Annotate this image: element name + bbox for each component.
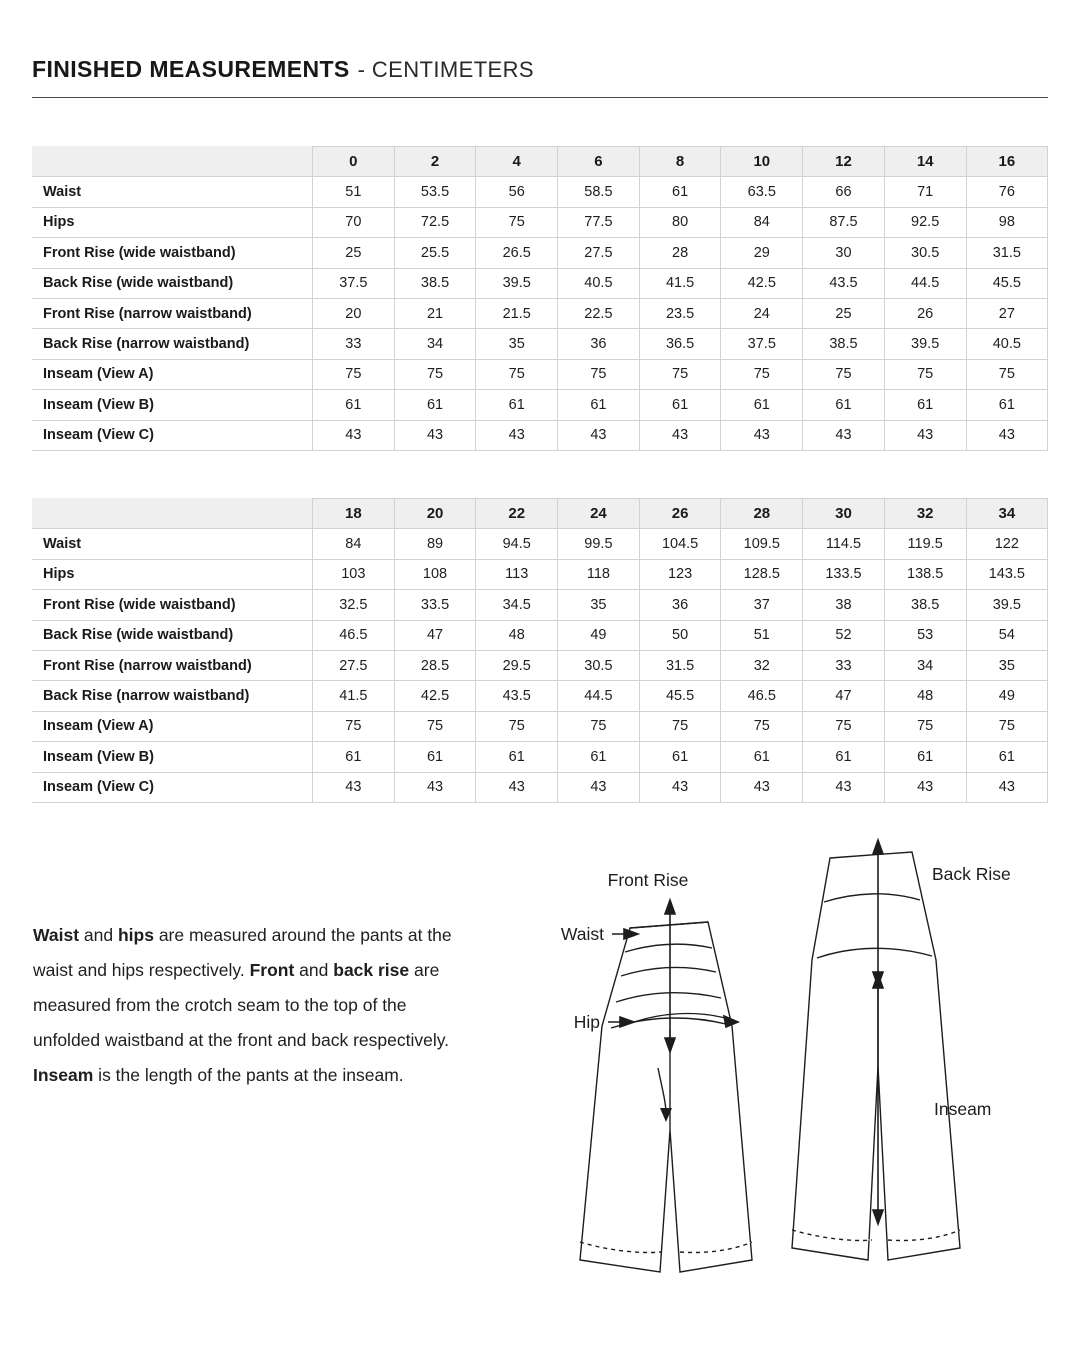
description-emphasis: back rise [333, 959, 410, 980]
measurement-cell: 38.5 [884, 590, 966, 620]
measurement-cell: 75 [966, 711, 1048, 741]
measurement-cell: 104.5 [639, 529, 721, 559]
measurement-cell: 43 [803, 772, 885, 802]
measurement-cell: 75 [884, 359, 966, 389]
measurement-cell: 35 [476, 329, 558, 359]
measurement-cell: 99.5 [558, 529, 640, 559]
measurement-cell: 24 [721, 298, 803, 328]
measurement-cell: 22.5 [558, 298, 640, 328]
table-body [33, 529, 1048, 803]
measurement-cell: 61 [394, 390, 476, 420]
description-text: and [79, 924, 118, 945]
measurement-cell: 32 [721, 650, 803, 680]
row-header-measurement: Inseam (View B) [33, 390, 313, 420]
measurement-cell: 43.5 [476, 681, 558, 711]
row-header-measurement: Inseam (View B) [33, 742, 313, 772]
measurement-cell: 72.5 [394, 207, 476, 237]
front-view-pants [580, 922, 752, 1272]
measurement-cell: 75 [803, 359, 885, 389]
measurement-cell: 43 [803, 420, 885, 450]
page-title-units: - CENTIMETERS [357, 57, 534, 82]
measurement-cell: 53 [884, 620, 966, 650]
measurement-cell: 61 [313, 742, 395, 772]
column-header-size: 18 [313, 499, 395, 529]
measurement-cell: 84 [313, 529, 395, 559]
measurement-cell: 61 [803, 390, 885, 420]
measurement-cell: 36 [639, 590, 721, 620]
label-waist: Waist [560, 924, 604, 944]
measurement-cell: 71 [884, 177, 966, 207]
measurement-cell: 61 [803, 742, 885, 772]
measurement-cell: 80 [639, 207, 721, 237]
measurement-cell: 31.5 [639, 650, 721, 680]
measurement-cell: 20 [313, 298, 395, 328]
measurement-cell: 43 [721, 772, 803, 802]
measurement-cell: 113 [476, 559, 558, 589]
row-header-measurement: Front Rise (wide waistband) [33, 590, 313, 620]
table-row [33, 390, 1048, 420]
row-header-measurement: Waist [33, 529, 313, 559]
measurement-cell: 43 [884, 772, 966, 802]
measurement-cell: 41.5 [639, 268, 721, 298]
table-header-row [33, 499, 1048, 529]
measurement-cell: 37.5 [721, 329, 803, 359]
measurement-cell: 47 [803, 681, 885, 711]
measurement-cell: 26.5 [476, 238, 558, 268]
measurement-cell: 43 [966, 420, 1048, 450]
measurement-cell: 45.5 [966, 268, 1048, 298]
column-header-size: 32 [884, 499, 966, 529]
table-row [33, 268, 1048, 298]
measurement-cell: 42.5 [394, 681, 476, 711]
measurement-cell: 30 [803, 238, 885, 268]
column-header-size: 12 [803, 147, 885, 177]
description-text: are measured from the crotch seam to the top of the unfolded waistband at the front and back respectively. [33, 959, 450, 1050]
column-header-size: 8 [639, 147, 721, 177]
measurement-cell: 39.5 [966, 590, 1048, 620]
table-row [33, 772, 1048, 802]
pants-diagram [520, 830, 1060, 1310]
table-row [33, 529, 1048, 559]
measurement-cell: 43 [394, 420, 476, 450]
description-text: and [294, 959, 334, 980]
measurement-cell: 87.5 [803, 207, 885, 237]
description-text: is the length of the pants at the inseam. [93, 1064, 404, 1085]
measurement-cell: 34 [884, 650, 966, 680]
measurement-cell: 49 [966, 681, 1048, 711]
measurement-cell: 77.5 [558, 207, 640, 237]
table-row [33, 298, 1048, 328]
measurement-cell: 33 [313, 329, 395, 359]
measurement-cell: 40.5 [966, 329, 1048, 359]
measurement-cell: 54 [966, 620, 1048, 650]
measurement-cell: 118 [558, 559, 640, 589]
table-corner-cell [33, 499, 313, 529]
measurement-cell: 76 [966, 177, 1048, 207]
measurement-cell: 61 [639, 390, 721, 420]
column-header-size: 34 [966, 499, 1048, 529]
measurement-cell: 89 [394, 529, 476, 559]
measurement-cell: 30.5 [558, 650, 640, 680]
measurement-cell: 38.5 [803, 329, 885, 359]
table-row [33, 650, 1048, 680]
measurement-cell: 38 [803, 590, 885, 620]
measurement-cell: 43 [394, 772, 476, 802]
label-inseam: Inseam [934, 1099, 992, 1119]
measurement-cell: 43 [313, 772, 395, 802]
measurement-cell: 38.5 [394, 268, 476, 298]
measurement-cell: 75 [476, 711, 558, 741]
row-header-measurement: Inseam (View C) [33, 772, 313, 802]
measurement-cell: 26 [884, 298, 966, 328]
measurement-cell: 48 [476, 620, 558, 650]
row-header-measurement: Hips [33, 559, 313, 589]
row-header-measurement: Inseam (View C) [33, 420, 313, 450]
measurement-cell: 75 [803, 711, 885, 741]
measurement-cell: 75 [639, 711, 721, 741]
measurement-cell: 45.5 [639, 681, 721, 711]
row-header-measurement: Back Rise (wide waistband) [33, 620, 313, 650]
measurement-cell: 23.5 [639, 298, 721, 328]
measurement-cell: 61 [558, 390, 640, 420]
table-row [33, 559, 1048, 589]
measurement-cell: 98 [966, 207, 1048, 237]
measurement-cell: 75 [476, 359, 558, 389]
row-header-measurement: Inseam (View A) [33, 359, 313, 389]
table-row [33, 681, 1048, 711]
measurement-cell: 61 [394, 742, 476, 772]
measurement-cell: 56 [476, 177, 558, 207]
measurement-cell: 123 [639, 559, 721, 589]
measurement-cell: 43 [558, 772, 640, 802]
measurement-cell: 75 [558, 359, 640, 389]
table-row [33, 359, 1048, 389]
table-row [33, 590, 1048, 620]
column-header-size: 22 [476, 499, 558, 529]
measurement-cell: 40.5 [558, 268, 640, 298]
measurement-cell: 25 [803, 298, 885, 328]
measurement-cell: 34.5 [476, 590, 558, 620]
column-header-size: 10 [721, 147, 803, 177]
measurement-cell: 43 [966, 772, 1048, 802]
measurement-cell: 119.5 [884, 529, 966, 559]
page-title [32, 56, 1048, 97]
measurement-cell: 37.5 [313, 268, 395, 298]
measurement-cell: 34 [394, 329, 476, 359]
column-header-size: 6 [558, 147, 640, 177]
measurement-cell: 44.5 [884, 268, 966, 298]
measurement-cell: 28 [639, 238, 721, 268]
measurement-cell: 21.5 [476, 298, 558, 328]
measurement-description [33, 918, 453, 1093]
measurement-cell: 143.5 [966, 559, 1048, 589]
measurement-cell: 61 [639, 742, 721, 772]
table-row [33, 742, 1048, 772]
measurement-cell: 52 [803, 620, 885, 650]
measurement-cell: 31.5 [966, 238, 1048, 268]
measurement-cell: 61 [476, 742, 558, 772]
measurement-cell: 43.5 [803, 268, 885, 298]
measurement-cell: 66 [803, 177, 885, 207]
column-header-size: 20 [394, 499, 476, 529]
row-header-measurement: Hips [33, 207, 313, 237]
row-header-measurement: Front Rise (wide waistband) [33, 238, 313, 268]
measurement-cell: 61 [884, 742, 966, 772]
measurement-cell: 21 [394, 298, 476, 328]
measurement-cell: 27 [966, 298, 1048, 328]
column-header-size: 14 [884, 147, 966, 177]
measurement-cell: 48 [884, 681, 966, 711]
measurement-cell: 75 [394, 359, 476, 389]
header-divider [32, 97, 1048, 98]
description-emphasis: Waist [33, 924, 80, 945]
measurement-cell: 33.5 [394, 590, 476, 620]
measurement-cell: 47 [394, 620, 476, 650]
measurement-cell: 32.5 [313, 590, 395, 620]
measurement-cell: 43 [639, 772, 721, 802]
measurement-cell: 108 [394, 559, 476, 589]
table-row [33, 620, 1048, 650]
measurement-cell: 114.5 [803, 529, 885, 559]
measurement-cell: 75 [884, 711, 966, 741]
measurements-table-sizes-0-16 [32, 146, 1048, 451]
measurement-cell: 25.5 [394, 238, 476, 268]
measurement-cell: 94.5 [476, 529, 558, 559]
measurement-cell: 33 [803, 650, 885, 680]
measurement-cell: 75 [313, 711, 395, 741]
row-header-measurement: Front Rise (narrow waistband) [33, 650, 313, 680]
table-corner-cell [33, 147, 313, 177]
table-row [33, 329, 1048, 359]
measurement-cell: 37 [721, 590, 803, 620]
measurement-cell: 61 [884, 390, 966, 420]
measurement-cell: 75 [313, 359, 395, 389]
measurement-cell: 61 [721, 390, 803, 420]
measurement-cell: 61 [476, 390, 558, 420]
measurement-cell: 75 [476, 207, 558, 237]
measurements-table-sizes-18-34 [32, 498, 1048, 803]
row-header-measurement: Back Rise (narrow waistband) [33, 681, 313, 711]
measurement-cell: 43 [476, 772, 558, 802]
measurement-cell: 133.5 [803, 559, 885, 589]
measurement-cell: 28.5 [394, 650, 476, 680]
measurement-cell: 61 [721, 742, 803, 772]
measurement-cell: 30.5 [884, 238, 966, 268]
measurement-cell: 75 [966, 359, 1048, 389]
table-body [33, 177, 1048, 451]
measurement-cell: 35 [558, 590, 640, 620]
measurement-cell: 43 [639, 420, 721, 450]
measurement-cell: 61 [558, 742, 640, 772]
measurement-cell: 43 [558, 420, 640, 450]
measurement-cell: 109.5 [721, 529, 803, 559]
measurement-cell: 92.5 [884, 207, 966, 237]
measurement-cell: 27.5 [558, 238, 640, 268]
measurement-cell: 61 [639, 177, 721, 207]
column-header-size: 24 [558, 499, 640, 529]
measurement-cell: 51 [313, 177, 395, 207]
page-header [32, 56, 1048, 98]
measurement-cell: 43 [476, 420, 558, 450]
measurement-cell: 25 [313, 238, 395, 268]
measurement-cell: 61 [966, 390, 1048, 420]
measurement-cell: 39.5 [476, 268, 558, 298]
measurement-cell: 70 [313, 207, 395, 237]
table-row [33, 207, 1048, 237]
label-hip: Hip [573, 1012, 600, 1032]
measurement-cell: 63.5 [721, 177, 803, 207]
measurement-cell: 27.5 [313, 650, 395, 680]
row-header-measurement: Back Rise (narrow waistband) [33, 329, 313, 359]
measurement-cell: 50 [639, 620, 721, 650]
measurement-cell: 41.5 [313, 681, 395, 711]
table-row [33, 238, 1048, 268]
measurement-cell: 138.5 [884, 559, 966, 589]
measurement-cell: 43 [884, 420, 966, 450]
page-title-main: FINISHED MEASUREMENTS [32, 56, 350, 82]
measurement-cell: 44.5 [558, 681, 640, 711]
measurement-cell: 51 [721, 620, 803, 650]
measurement-cell: 122 [966, 529, 1048, 559]
measurement-cell: 42.5 [721, 268, 803, 298]
description-emphasis: Front [249, 959, 295, 980]
measurement-cell: 75 [721, 359, 803, 389]
table-row [33, 420, 1048, 450]
column-header-size: 4 [476, 147, 558, 177]
measurement-cell: 75 [721, 711, 803, 741]
measurement-cell: 61 [313, 390, 395, 420]
measurement-cell: 53.5 [394, 177, 476, 207]
measurement-cell: 29.5 [476, 650, 558, 680]
column-header-size: 0 [313, 147, 395, 177]
table-header-row [33, 147, 1048, 177]
column-header-size: 2 [394, 147, 476, 177]
description-emphasis: Inseam [33, 1064, 94, 1085]
measurement-cell: 49 [558, 620, 640, 650]
measurement-cell: 75 [394, 711, 476, 741]
row-header-measurement: Back Rise (wide waistband) [33, 268, 313, 298]
description-text: are measured around the pants at the waist and hips respectively. [33, 924, 452, 980]
measurement-cell: 36 [558, 329, 640, 359]
measurement-cell: 84 [721, 207, 803, 237]
back-view-pants [792, 852, 960, 1260]
measurement-cell: 58.5 [558, 177, 640, 207]
measurement-cell: 46.5 [313, 620, 395, 650]
measurement-cell: 61 [966, 742, 1048, 772]
label-back-rise: Back Rise [932, 864, 1011, 884]
description-emphasis: hips [117, 924, 154, 945]
column-header-size: 30 [803, 499, 885, 529]
measurement-cell: 46.5 [721, 681, 803, 711]
measurement-cell: 39.5 [884, 329, 966, 359]
column-header-size: 28 [721, 499, 803, 529]
column-header-size: 16 [966, 147, 1048, 177]
measurement-cell: 128.5 [721, 559, 803, 589]
measurement-cell: 75 [558, 711, 640, 741]
measurement-cell: 35 [966, 650, 1048, 680]
row-header-measurement: Waist [33, 177, 313, 207]
measurement-cell: 103 [313, 559, 395, 589]
row-header-measurement: Front Rise (narrow waistband) [33, 298, 313, 328]
label-front-rise: Front Rise [607, 870, 689, 890]
table-row [33, 177, 1048, 207]
measurement-cell: 75 [639, 359, 721, 389]
measurement-cell: 43 [721, 420, 803, 450]
measurement-cell: 29 [721, 238, 803, 268]
measurement-cell: 36.5 [639, 329, 721, 359]
column-header-size: 26 [639, 499, 721, 529]
measurement-cell: 43 [313, 420, 395, 450]
table-row [33, 711, 1048, 741]
row-header-measurement: Inseam (View A) [33, 711, 313, 741]
